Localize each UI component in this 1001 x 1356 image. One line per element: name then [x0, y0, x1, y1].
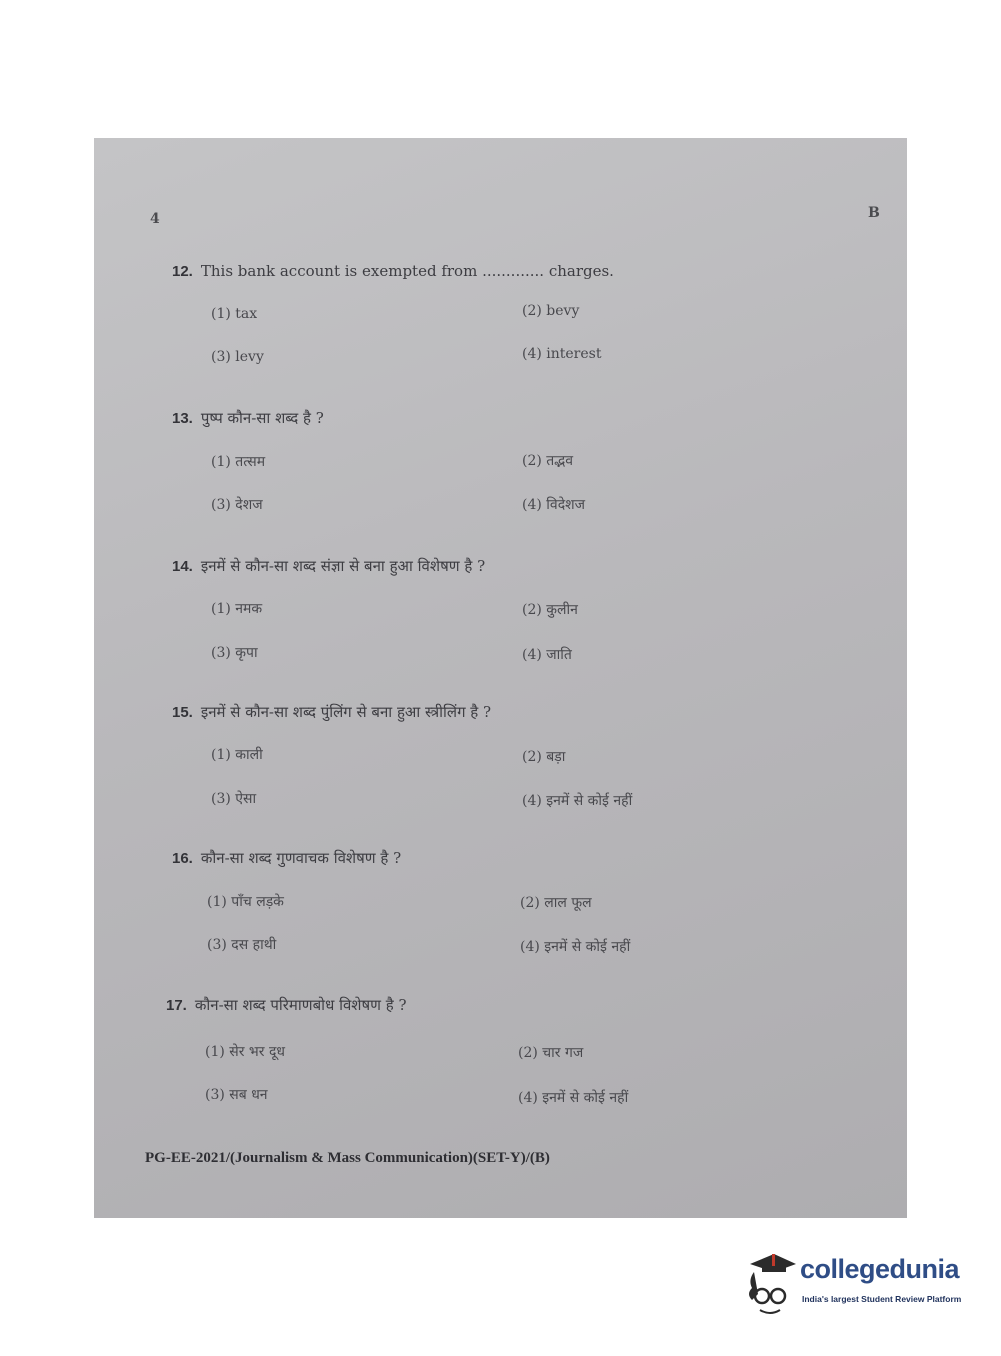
- option-1: (1) नमक: [211, 601, 263, 617]
- question-text: कौन-सा शब्द परिमाणबोध विशेषण है ?: [194, 996, 407, 1014]
- question-15: [172, 702, 491, 722]
- question-number: 17.: [166, 997, 187, 1014]
- option-4: (4) इनमें से कोई नहीं: [522, 793, 633, 809]
- option-4: (4) interest: [522, 346, 602, 362]
- question-12: [172, 262, 614, 280]
- option-1: (1) तत्सम: [211, 454, 266, 470]
- paper-code-footer: PG-EE-2021/(Journalism & Mass Communication)(SET-Y)/(B): [145, 1150, 550, 1166]
- question-number: 12.: [172, 263, 193, 280]
- question-13: [172, 408, 324, 428]
- question-number: 13.: [172, 410, 193, 427]
- option-4: (4) विदेशज: [522, 497, 586, 513]
- question-number: 15.: [172, 704, 193, 721]
- question-text: इनमें से कौन-सा शब्द पुंलिंग से बना हुआ स्त्रीलिंग है ?: [200, 703, 492, 721]
- option-1: (1) काली: [211, 747, 263, 763]
- page-number: 4: [150, 211, 160, 227]
- option-3: (3) देशज: [211, 497, 263, 513]
- option-3: (3) ऐसा: [211, 791, 257, 807]
- option-3: (3) कृपा: [211, 645, 258, 661]
- brand-name: collegedunia: [800, 1254, 960, 1284]
- question-text: कौन-सा शब्द गुणवाचक विशेषण है ?: [200, 849, 402, 867]
- option-1: (1) tax: [211, 306, 258, 322]
- paper-set-label: B: [868, 205, 880, 221]
- question-14: [172, 556, 485, 576]
- option-4: (4) इनमें से कोई नहीं: [518, 1090, 629, 1106]
- question-text: This bank account is exempted from ............. charges.: [200, 262, 614, 280]
- graduate-mascot-icon: [744, 1250, 798, 1320]
- question-17: [166, 995, 407, 1015]
- option-2: (2) बड़ा: [522, 749, 566, 765]
- option-1: (1) सेर भर दूध: [205, 1044, 285, 1060]
- question-text: इनमें से कौन-सा शब्द संज्ञा से बना हुआ विशेषण है ?: [200, 557, 486, 575]
- brand-tagline: India's largest Student Review Platform: [802, 1294, 962, 1304]
- option-4: (4) इनमें से कोई नहीं: [520, 939, 631, 955]
- option-3: (3) levy: [211, 349, 264, 365]
- question-16: [172, 848, 401, 868]
- option-2: (2) चार गज: [518, 1045, 584, 1061]
- option-3: (3) दस हाथी: [207, 937, 277, 953]
- question-number: 14.: [172, 558, 193, 575]
- option-4: (4) जाति: [522, 647, 572, 663]
- option-2: (2) bevy: [522, 303, 580, 319]
- option-1: (1) पाँच लड़के: [207, 894, 284, 910]
- question-text: पुष्प कौन-सा शब्द है ?: [200, 409, 324, 427]
- option-2: (2) लाल फूल: [520, 895, 592, 911]
- brand-watermark[interactable]: [744, 1250, 974, 1320]
- option-2: (2) तद्भव: [522, 453, 574, 469]
- question-number: 16.: [172, 850, 193, 867]
- option-2: (2) कुलीन: [522, 602, 578, 618]
- option-3: (3) सब धन: [205, 1087, 268, 1103]
